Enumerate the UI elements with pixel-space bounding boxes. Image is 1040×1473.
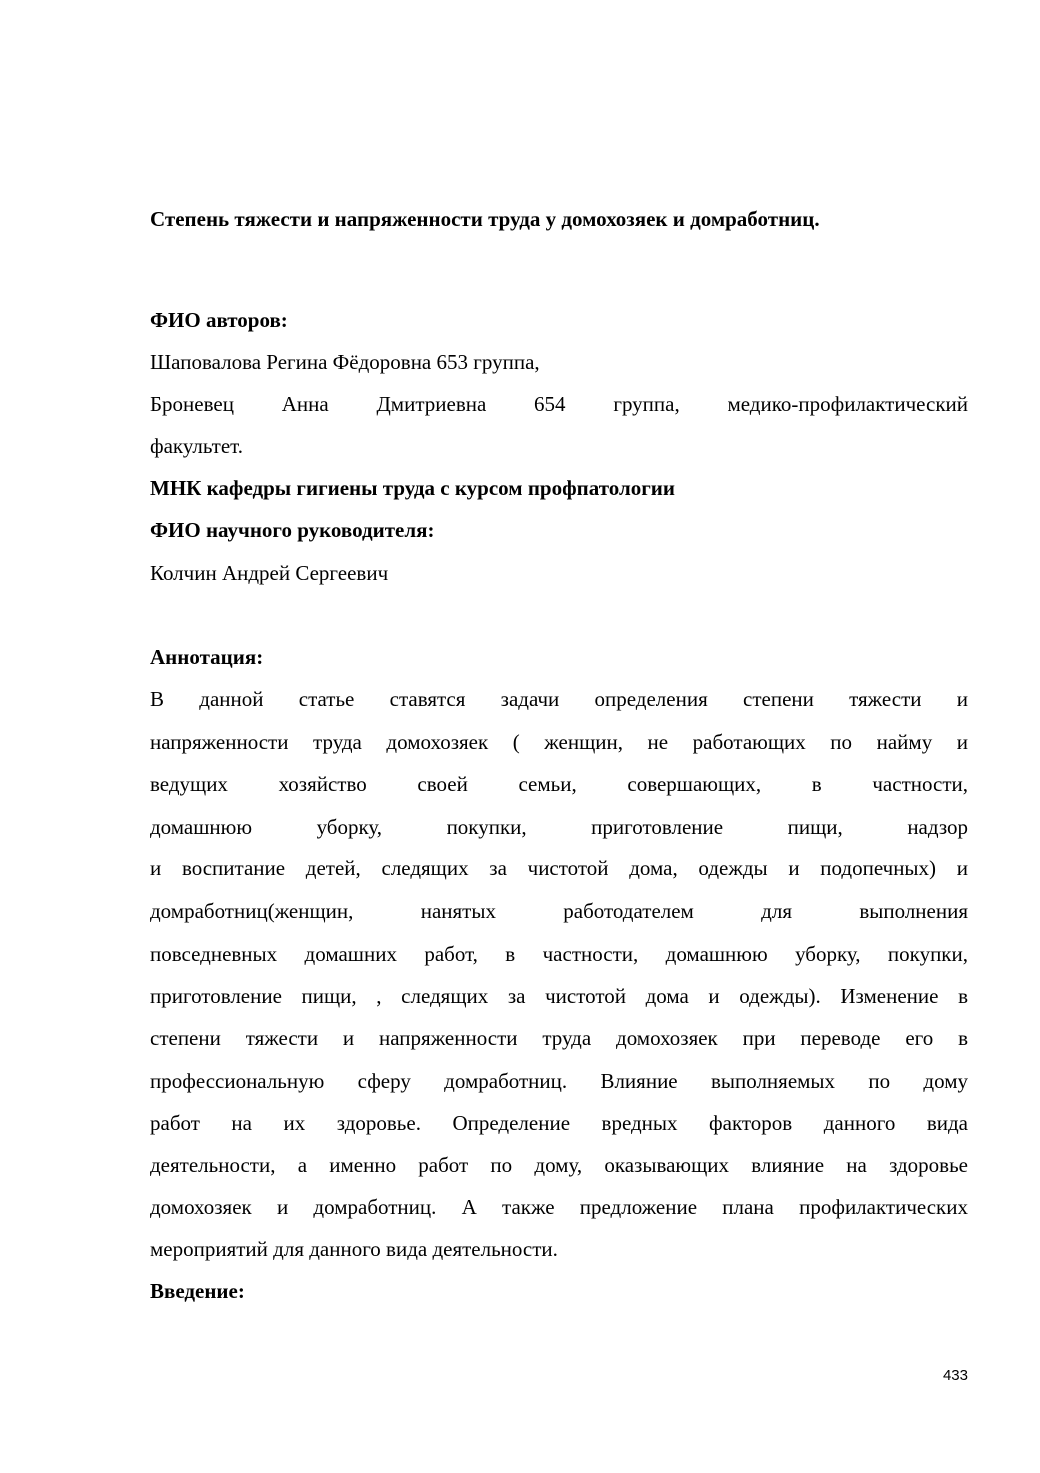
- abstract-line: деятельности, а именно работ по дому, оказывающих влияние на здоровье: [150, 1153, 968, 1177]
- abstract-line: домашнюю уборку, покупки, приготовление пищи, надзор: [150, 815, 968, 839]
- abstract-heading: Аннотация:: [150, 645, 264, 669]
- abstract-line: работ на их здоровье. Определение вредных факторов данного вида: [150, 1111, 968, 1135]
- abstract-line: напряженности труда домохозяек ( женщин, не работающих по найму и: [150, 730, 968, 754]
- department: МНК кафедры гигиены труда с курсом профпатологии: [150, 476, 675, 500]
- abstract-line: домохозяек и домработниц. А также предложение плана профилактических: [150, 1195, 968, 1219]
- abstract-line: профессиональную сферу домработниц. Влияние выполняемых по дому: [150, 1069, 968, 1093]
- abstract-line: мероприятий для данного вида деятельности.: [150, 1237, 558, 1261]
- abstract-line: степени тяжести и напряженности труда домохозяек при переводе его в: [150, 1026, 968, 1050]
- abstract-line: домработниц(женщин, нанятых работодателем для выполнения: [150, 899, 968, 923]
- abstract-line: и воспитание детей, следящих за чистотой дома, одежды и подопечных) и: [150, 856, 968, 880]
- page-number: 433: [942, 1367, 968, 1384]
- author-1: Шаповалова Регина Фёдоровна 653 группа,: [150, 350, 540, 374]
- author-2-line-1: Броневец Анна Дмитриевна 654 группа, медико-профилактический: [150, 392, 968, 416]
- abstract-line: повседневных домашних работ, в частности, домашнюю уборку, покупки,: [150, 942, 968, 966]
- author-2-line-2: факультет.: [150, 434, 244, 458]
- abstract-line: ведущих хозяйство своей семьи, совершающих, в частности,: [150, 772, 968, 796]
- intro-heading: Введение:: [150, 1279, 245, 1303]
- supervisor-heading: ФИО научного руководителя:: [150, 518, 435, 542]
- abstract-line: В данной статье ставятся задачи определения степени тяжести и: [150, 687, 968, 711]
- authors-heading: ФИО авторов:: [150, 308, 288, 332]
- abstract-line: приготовление пищи, , следящих за чистотой дома и одежды). Изменение в: [150, 984, 968, 1008]
- supervisor-name: Колчин Андрей Сергеевич: [150, 561, 389, 585]
- article-title: Степень тяжести и напряженности труда у домохозяек и домработниц.: [150, 207, 820, 231]
